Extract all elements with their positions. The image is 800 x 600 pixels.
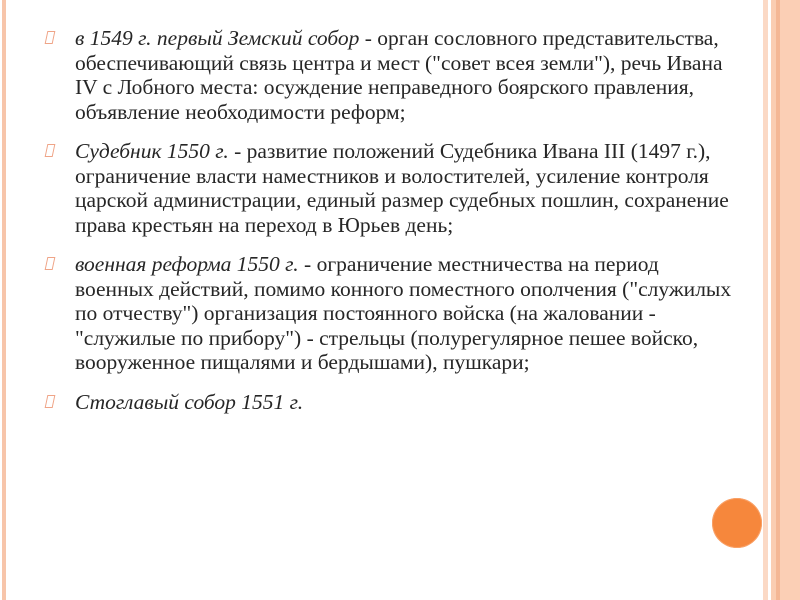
bullet-square-icon — [45, 31, 56, 44]
bullet-square-icon — [45, 395, 56, 408]
bullet-lead-text: военная реформа 1550 г. — [75, 252, 299, 276]
bullet-lead-text: в 1549 г. первый Земский собор — [75, 26, 360, 50]
left-accent-stripe — [2, 0, 6, 600]
bullet-lead-text: Стоглавый собор 1551 г. — [75, 389, 304, 414]
decorative-circle — [712, 498, 762, 548]
right-accent-stripe-1 — [763, 0, 768, 600]
list-item — [44, 26, 742, 124]
list-item — [44, 139, 742, 237]
bullet-lead-text: Судебник 1550 г. — [75, 139, 229, 163]
bullet-list — [44, 26, 742, 429]
bullet-rest-text: - ограничение местничества на период военных действий, помимо конного поместного ополчения ("служилых по отчеству") организация постоянного войска (на жаловании - "служилые по прибору") - стрельцы (полурегулярное пешее войско, вооруженное пищалями и бердышами), пушкари; — [75, 252, 732, 374]
list-item — [44, 390, 742, 415]
bullet-square-icon — [45, 144, 56, 157]
bullet-square-icon — [45, 257, 56, 270]
bullet-rest-text: - орган сословного представительства, обеспечивающий связь центра и мест ("совет всея земли"), речь Ивана IV с Лобного места: осуждение неправедного боярского правления, объявление необходимости реформ; — [75, 26, 723, 124]
bullet-rest-text: - развитие положений Судебника Ивана III (1497 г.), ограничение власти наместников и волостителей, усиление контроля царской администрации, единый размер судебных пошлин, сохранение права крестьян на переход в Юрьев день; — [75, 139, 729, 237]
list-item — [44, 252, 742, 375]
right-accent-stripe-4 — [780, 0, 800, 600]
